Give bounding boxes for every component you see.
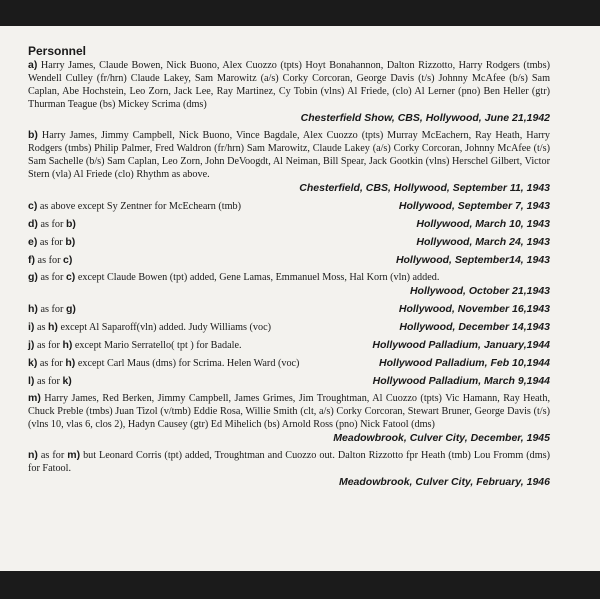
entry-l bbox=[28, 374, 550, 388]
entry-k-text: k) as for h) except Carl Maus (dms) for Scrima. Helen Ward (voc) bbox=[28, 357, 300, 369]
entry-a-session: Chesterfield Show, CBS, Hollywood, June 21,1942 bbox=[300, 112, 550, 124]
entry-c bbox=[28, 199, 550, 213]
entry-f-text: f) as for c) bbox=[28, 254, 73, 266]
entry-b bbox=[28, 129, 550, 195]
entry-letter: j) bbox=[28, 339, 35, 351]
entry-letter: g) bbox=[28, 271, 38, 283]
entry-c-session: Hollywood, September 7, 1943 bbox=[398, 200, 550, 212]
entry-l-text: l) as for k) bbox=[28, 375, 72, 387]
entry-reference: g) bbox=[65, 303, 76, 315]
entry-i-text: i) as h) except Al Saparoff(vln) added. Judy Williams (voc) bbox=[28, 321, 272, 333]
entry-m-session: Meadowbrook, Culver City, December, 1945 bbox=[333, 432, 550, 444]
entry-j bbox=[28, 338, 550, 352]
entry-reference: b) bbox=[65, 218, 76, 230]
entry-b-session: Chesterfield, CBS, Hollywood, September 11, 1943 bbox=[299, 182, 550, 194]
entry-letter: a) bbox=[28, 59, 38, 71]
entry-letter: m) bbox=[28, 392, 41, 404]
entry-j-text: j) as for h) except Mario Serratello( tpt ) for Badale. bbox=[28, 339, 242, 351]
entry-k bbox=[28, 356, 550, 370]
entry-n bbox=[28, 449, 550, 489]
entry-a-text: a) Harry James, Claude Bowen, Nick Buono, Alex Cuozzo (tpts) Hoyt Bonahannon, Dalton Rizzotto, Harry Rodgers (tmbs) Wendell Culley (fr/hrn) Claude Lakey, Sam Marowitz (a/s) Corky Corcoran, George Davis (t/s) Johnny McAfee (b/s) Sam Caplan, Abe Hochstein, Leo Zorn, Jack Lee, Ray Martinez, Cy Tobin (vlns) Al Friede, (clo) Al Lerner (pno) Ben Heller (gtr) Thurman Teague (bs) Mickey Scrima (dms) bbox=[28, 59, 551, 110]
entry-letter: i) bbox=[28, 321, 35, 333]
entry-e-text: e) as for b) bbox=[28, 236, 76, 248]
section-heading: Personnel bbox=[28, 44, 87, 58]
entry-h bbox=[28, 302, 550, 316]
entry-b-text: b) Harry James, Jimmy Campbell, Nick Buono, Vince Bagdale, Alex Cuozzo (tpts) Murray McEachern, Ray Heath, Harry Rodgers (tmbs) Philip Palmer, Fred Waldron (fr/hrn) Sam Marowitz, Claude Lakey (a/s) Corky Corcoran, Johnny McAfee (t/s) Sam Sachelle (b/s) Sam Caplan, Leo Zorn, John DeVoogdt, Al Neiman, Bill Spear, Jack Gootkin (vlns) Herschel Gilbert, Victor Stern (vla) Al Friede (clo) Rhythm as above. bbox=[28, 129, 551, 180]
entry-f bbox=[28, 253, 550, 267]
entry-letter: f) bbox=[28, 254, 35, 266]
entry-g-text: g) as for c) except Claude Bowen (tpt) added, Gene Lamas, Emmanuel Moss, Hal Korn (vln) added. bbox=[28, 271, 440, 283]
entry-letter: k) bbox=[28, 357, 38, 369]
entry-a bbox=[28, 59, 550, 125]
entry-l-session: Hollywood Palladium, March 9,1944 bbox=[372, 375, 550, 387]
entry-g-session: Hollywood, October 21,1943 bbox=[409, 285, 550, 297]
entry-n-text: n) as for m) but Leonard Corris (tpt) added, Troughtman and Cuozzo out. Dalton Rizzotto fpr Heath (tmb) Lou Fromm (dms) for Fatool. bbox=[28, 449, 551, 474]
entry-h-session: Hollywood, November 16,1943 bbox=[398, 303, 550, 315]
entry-e bbox=[28, 235, 550, 249]
entry-d-text: d) as for b) bbox=[28, 218, 76, 230]
bottom-black-border bbox=[0, 571, 600, 599]
entry-letter: n) bbox=[28, 449, 38, 461]
entry-reference: k) bbox=[62, 375, 72, 387]
entry-reference: b) bbox=[65, 236, 76, 248]
entry-h-text: h) as for g) bbox=[28, 303, 76, 315]
entry-letter: c) bbox=[28, 200, 38, 212]
entry-e-session: Hollywood, March 24, 1943 bbox=[416, 236, 550, 248]
entry-reference: h) bbox=[65, 357, 76, 369]
top-black-border bbox=[0, 0, 600, 26]
personnel-listing bbox=[28, 44, 550, 493]
entry-n-session: Meadowbrook, Culver City, February, 1946 bbox=[338, 476, 550, 488]
entry-i-session: Hollywood, December 14,1943 bbox=[399, 321, 550, 333]
entry-letter: h) bbox=[28, 303, 38, 315]
entry-g bbox=[28, 271, 550, 298]
entry-f-session: Hollywood, September14, 1943 bbox=[395, 254, 550, 266]
entry-d-session: Hollywood, March 10, 1943 bbox=[416, 218, 550, 230]
entry-m-text: m) Harry James, Red Berken, Jimmy Campbell, James Grimes, Jim Troughtman, Al Cuozzo (tpts) Vic Hamann, Ray Heath, Chuck Preble (tmbs) Juan Tizol (v/tmb) Eddie Rosa, Willie Smith (clt, a/s) Corky Corcoran, Stewart Bruner, George Davis (t/s) (vlns 10, vlas 6, clos 2), Hadyn Causey (gtr) Ed Mihelich (bs) Arnold Ross (pno) Nick Fatool (dms) bbox=[28, 392, 550, 430]
entry-m bbox=[28, 392, 550, 445]
entry-reference: h) bbox=[62, 339, 73, 351]
entry-reference: h) bbox=[48, 321, 58, 333]
entry-letter: d) bbox=[28, 218, 38, 230]
entry-i bbox=[28, 320, 550, 334]
entry-k-session: Hollywood Palladium, Feb 10,1944 bbox=[379, 357, 550, 369]
entry-c-text: c) as above except Sy Zentner for McEchearn (tmb) bbox=[28, 200, 242, 212]
entry-reference: m) bbox=[67, 449, 81, 461]
entry-letter: e) bbox=[28, 236, 38, 248]
entry-reference: c) bbox=[63, 254, 73, 266]
entry-d bbox=[28, 217, 550, 231]
entry-reference: c) bbox=[65, 271, 76, 283]
entry-letter: l) bbox=[28, 375, 35, 387]
entry-j-session: Hollywood Palladium, January,1944 bbox=[372, 339, 550, 351]
entry-letter: b) bbox=[28, 129, 38, 141]
